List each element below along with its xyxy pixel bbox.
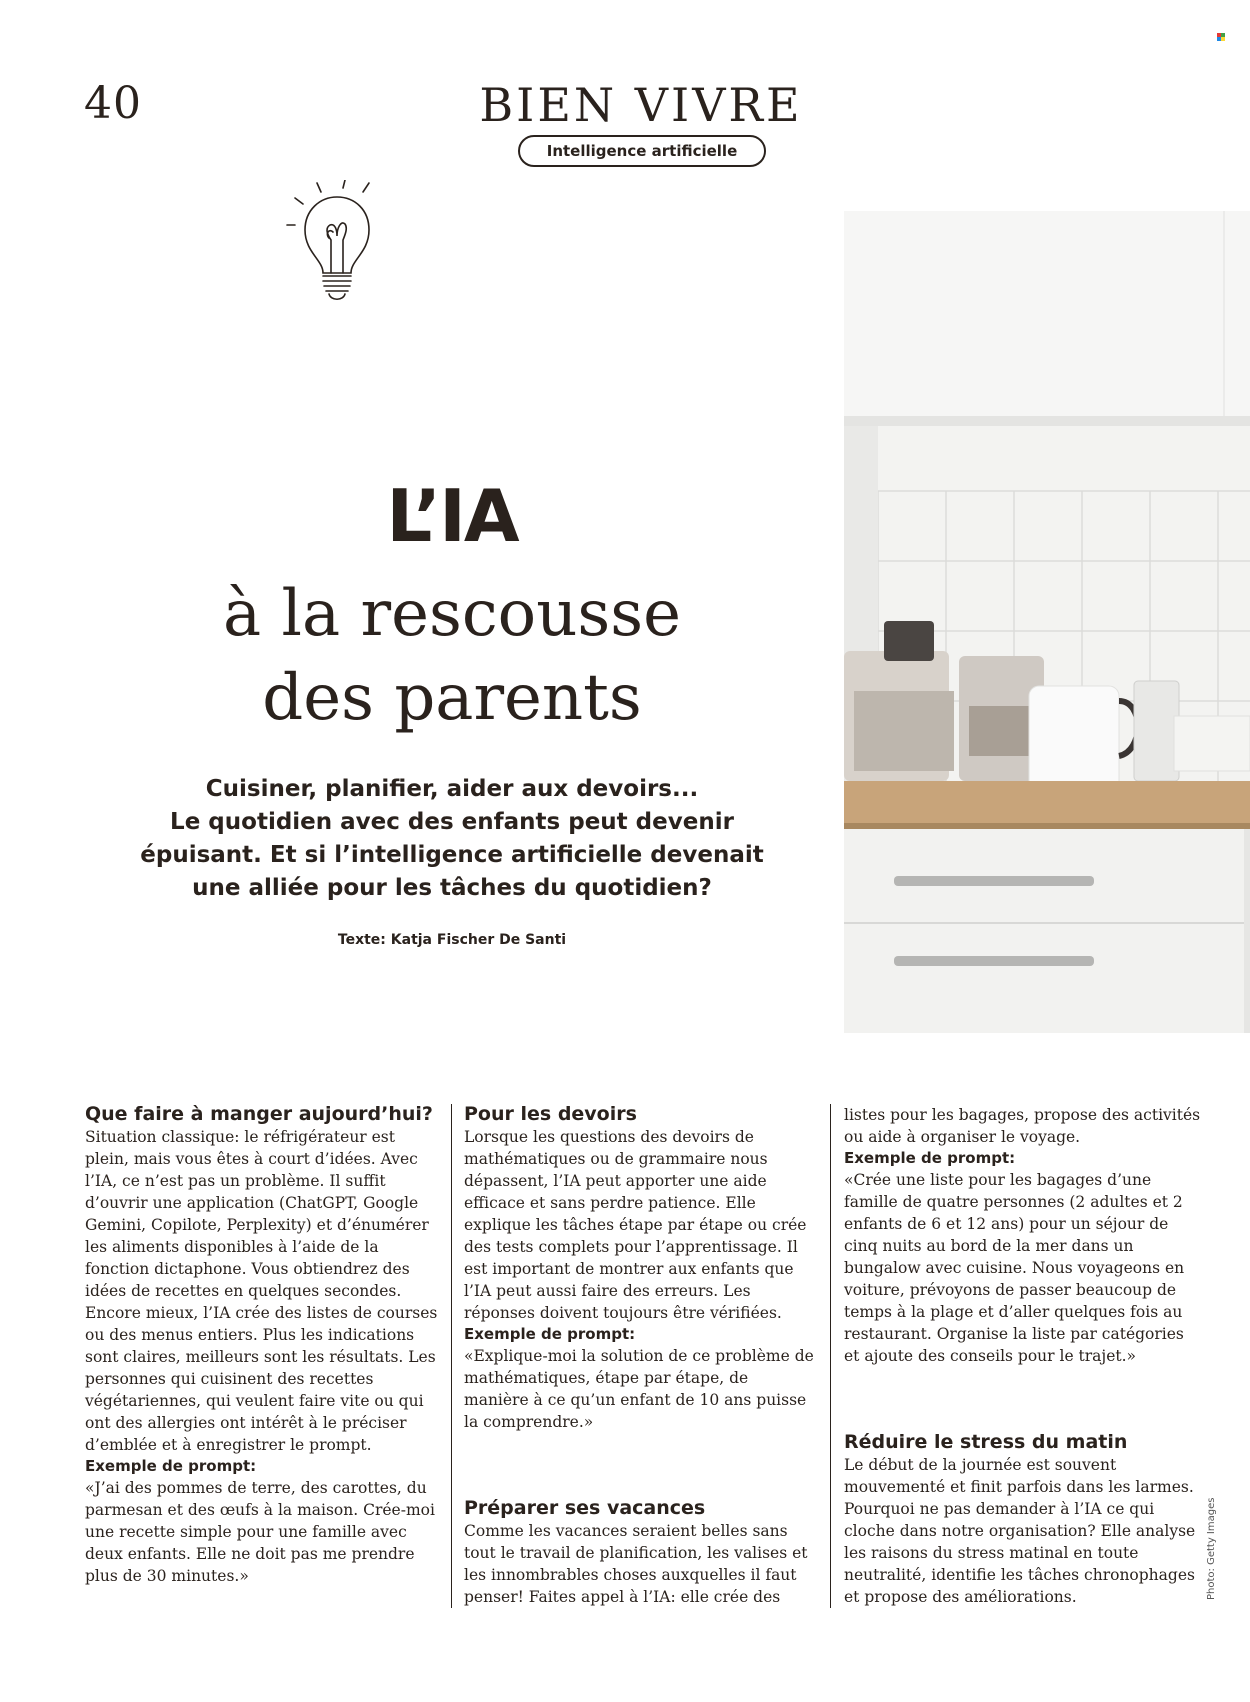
column-2-section-2 [464,1496,814,1608]
col3-body-2: Le début de la journée est souvent mouvementé et finit parfois dans les larmes. Pourquoi ne pas demander à l’IA ce qui cloche dans notre organisation? Elle analyse les raisons du stress matinal en toute neutralité, identifie les tâches chronophages et propose des améliorations. [844,1456,1196,1606]
photo-credit: Photo: Getty Images [1206,1497,1217,1600]
intro-lead [0,773,904,905]
col2-prompt: «Explique-moi la solution de ce problème de mathématiques, étape par étape, de manière à ce qu’un enfant de 10 ans puisse la comprendre.» [464,1347,814,1431]
intro-line-4: une alliée pour les tâches du quotidien? [192,875,712,901]
headline-line-1: à la rescousse [223,577,681,651]
col3-prompt-label: Exemple de prompt: [844,1149,1016,1167]
headline-main: L’IA [386,474,518,558]
col1-body: Situation classique: le réfrigérateur est plein, mais vous êtes à court d’idées. Avec l’IA, ce n’est pas un problème. Il suffit d’ouvrir une application (ChatGPT, Google Gemini, Copilote, Perplexity) et d’énumérer les aliments disponibles à l’aide de la fonction dictaphone. Vous obtiendrez des idées de recettes en quelques secondes. Encore mieux, l’IA crée des listes de courses ou des menus entiers. Plus les indications sont claires, meilleurs sont les résultats. Les personnes qui cuisinent des recettes végétariennes, qui veulent faire vite ou qui ont des allergies ont intérêt à le préciser d’emblée et à enregistrer le prompt. [85,1128,438,1454]
col1-prompt: «J’ai des pommes de terre, des carottes, du parmesan et des œufs à la maison. Crée-moi une recette simple pour une famille avec deux enfants. Elle ne doit pas me prendre plus de 30 minutes.» [85,1479,435,1585]
intro-line-3: épuisant. Et si l’intelligence artificielle devenait [140,842,764,868]
kitchen-photo [844,211,1250,1033]
col1-prompt-label: Exemple de prompt: [85,1457,257,1475]
col2-prompt-label: Exemple de prompt: [464,1325,636,1343]
col3-body: listes pour les bagages, propose des activités ou aide à organiser le voyage. [844,1106,1201,1146]
col2-body-2: Comme les vacances seraient belles sans tout le travail de planification, les valises et les innombrables choses auxquelles il faut penser! Faites appel à l’IA: elle crée des [464,1522,808,1606]
column-3-section-2 [844,1430,1204,1608]
page-number: 40 [84,78,142,129]
column-1 [85,1102,440,1587]
color-marks-icon [1217,33,1227,43]
headline-line-2: des parents [262,661,642,735]
byline: Texte: Katja Fischer De Santi [337,932,567,948]
column-3 [844,1104,1204,1367]
col2-heading: Pour les devoirs [464,1103,637,1125]
col3-heading-2: Réduire le stress du matin [844,1431,1128,1453]
headline-sub [0,572,904,740]
col3-prompt: «Crée une liste pour les bagages d’une famille de quatre personnes (2 adultes et 2 enfants de 6 et 12 ans) pour un séjour de cinq nuits au bord de la mer dans un bungalow avec cuisine. Nous voyageons en voiture, prévoyons de passer beaucoup de temps à la plage et d’aller quelques fois au restaurant. Organise la liste par catégories et ajoute des conseils pour le trajet.» [844,1171,1185,1365]
col1-heading: Que faire à manger aujourd’hui? [85,1103,433,1125]
section-tag: Intelligence artificielle [518,135,766,167]
column-divider-1 [451,1104,452,1608]
col2-body: Lorsque les questions des devoirs de mathématiques ou de grammaire nous dépassent, l’IA peut apporter une aide efficace et sans perdre patience. Elle explique les tâches étape par étape ou crée des tests complets pour l’apprentissage. Il est important de montrer aux enfants que l’IA peut aussi faire des erreurs. Les réponses doivent toujours être vérifiées. [464,1128,807,1322]
col2-heading-2: Préparer ses vacances [464,1497,706,1519]
column-divider-2 [830,1104,831,1608]
intro-line-1: Cuisiner, planifier, aider aux devoirs... [205,776,699,802]
intro-line-2: Le quotidien avec des enfants peut devenir [170,809,734,835]
lightbulb-icon [285,180,405,315]
column-2 [464,1102,814,1433]
section-title: BIEN VIVRE [479,78,803,132]
